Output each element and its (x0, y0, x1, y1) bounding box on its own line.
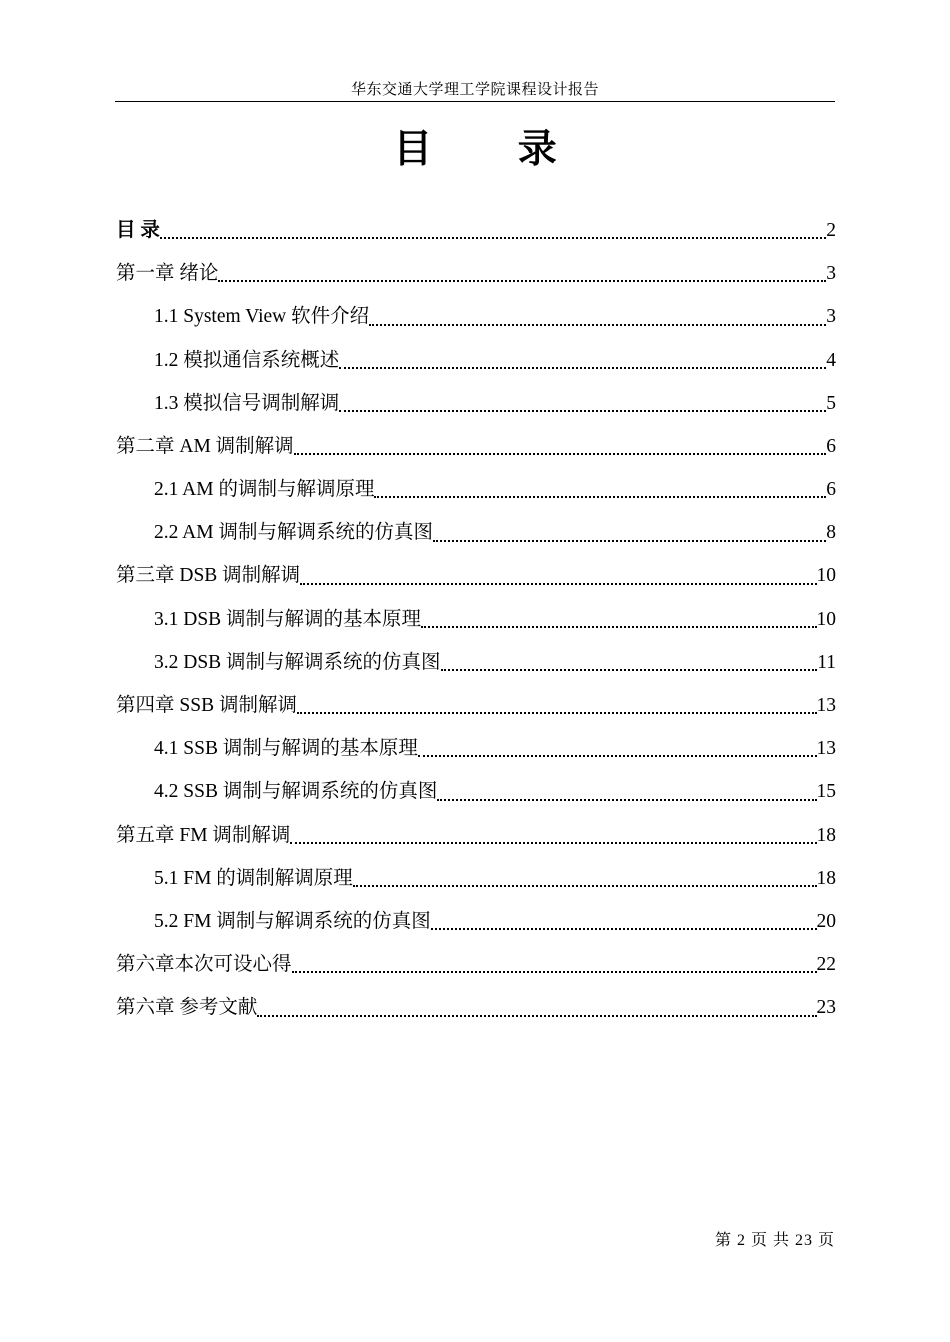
toc-dot-leader (292, 943, 817, 986)
toc-row[interactable] (116, 684, 836, 727)
toc-row[interactable] (116, 641, 836, 684)
toc-dot-leader (257, 986, 816, 1029)
toc-entry-label: 5.2 FM 调制与解调系统的仿真图 (154, 910, 431, 932)
toc-dot-leader (353, 857, 817, 900)
toc-row[interactable] (116, 727, 836, 770)
toc-entry-label: 第一章 绪论 (116, 263, 219, 285)
toc-dot-leader (421, 598, 816, 641)
toc-dot-leader (218, 252, 826, 295)
toc-entry-label: 第六章本次可设心得 (116, 954, 292, 976)
toc-entry-label: 第五章 FM 调制解调 (116, 824, 291, 846)
toc-page-number: 6 (826, 435, 836, 457)
toc-entry-label: 3.2 DSB 调制与解调系统的仿真图 (154, 651, 441, 673)
toc-page-number: 3 (826, 306, 836, 328)
toc-entry-label: 1.3 模拟信号调制解调 (154, 392, 340, 414)
toc-dot-leader (300, 555, 816, 598)
toc-row[interactable] (116, 425, 836, 468)
toc-page-number: 3 (826, 263, 836, 285)
toc-entry-label: 第六章 参考文献 (116, 997, 258, 1019)
toc-dot-leader (431, 900, 817, 943)
toc-row[interactable] (116, 814, 836, 857)
toc-entry-label: 第三章 DSB 调制解调 (116, 565, 301, 587)
page-title: 目 录 (393, 127, 593, 172)
toc-page-number: 6 (826, 479, 836, 501)
toc-entry-label: 2.2 AM 调制与解调系统的仿真图 (154, 522, 433, 544)
toc-row[interactable] (116, 770, 836, 813)
toc-page-number: 22 (816, 954, 836, 976)
toc-row[interactable] (116, 468, 836, 511)
toc-entry-label: 第四章 SSB 调制解调 (116, 695, 297, 717)
toc-row[interactable] (116, 295, 836, 338)
toc-row[interactable] (116, 252, 836, 295)
toc-dot-leader (339, 339, 826, 382)
toc-page-number: 5 (826, 392, 836, 414)
header-rule (115, 101, 835, 102)
toc-page-number: 23 (816, 997, 836, 1019)
toc-entry-label: 3.1 DSB 调制与解调的基本原理 (154, 608, 422, 630)
toc-page-number: 11 (817, 651, 836, 673)
toc-row[interactable] (116, 209, 836, 252)
toc-entry-label: 1.1 System View 软件介绍 (154, 306, 370, 328)
toc-row[interactable] (116, 986, 836, 1029)
toc-page-number: 10 (816, 608, 836, 630)
toc-page-number: 18 (816, 867, 836, 889)
toc-dot-leader (437, 770, 816, 813)
toc-dot-leader (433, 511, 826, 554)
toc-row[interactable] (116, 598, 836, 641)
toc-page-number: 8 (826, 522, 836, 544)
toc-entry-label: 第二章 AM 调制解调 (116, 435, 294, 457)
page-footer: 第 2 页 共 23 页 (714, 1232, 835, 1249)
toc-dot-leader (374, 468, 826, 511)
toc-page-number: 4 (826, 349, 836, 371)
toc-page-number: 2 (826, 219, 836, 241)
toc-page-number: 15 (816, 781, 836, 803)
toc-row[interactable] (116, 339, 836, 382)
toc-dot-leader (369, 295, 826, 338)
toc-dot-leader (339, 382, 826, 425)
toc-page-number: 18 (816, 824, 836, 846)
toc-row[interactable] (116, 900, 836, 943)
toc-dot-leader (441, 641, 818, 684)
toc-row[interactable] (116, 382, 836, 425)
toc-dot-leader (290, 814, 816, 857)
toc-dot-leader (160, 209, 826, 252)
toc-entry-label: 2.1 AM 的调制与解调原理 (154, 479, 375, 501)
toc-entry-label: 4.1 SSB 调制与解调的基本原理 (154, 738, 418, 760)
toc-entry-label: 4.2 SSB 调制与解调系统的仿真图 (154, 781, 438, 803)
toc-row[interactable] (116, 943, 836, 986)
toc-dot-leader (297, 684, 817, 727)
toc-dot-leader (418, 727, 817, 770)
running-header: 华东交通大学理工学院课程设计报告 (350, 82, 599, 98)
toc-dot-leader (294, 425, 827, 468)
table-of-contents (116, 209, 836, 1030)
toc-entry-label: 1.2 模拟通信系统概述 (154, 349, 340, 371)
toc-page-number: 20 (816, 910, 836, 932)
toc-row[interactable] (116, 511, 836, 554)
toc-page-number: 13 (816, 695, 836, 717)
toc-page-number: 13 (816, 738, 836, 760)
toc-entry-label: 5.1 FM 的调制解调原理 (154, 867, 353, 889)
toc-row[interactable] (116, 555, 836, 598)
toc-row[interactable] (116, 857, 836, 900)
toc-entry-label: 目 录 (116, 219, 160, 241)
toc-page-number: 10 (816, 565, 836, 587)
